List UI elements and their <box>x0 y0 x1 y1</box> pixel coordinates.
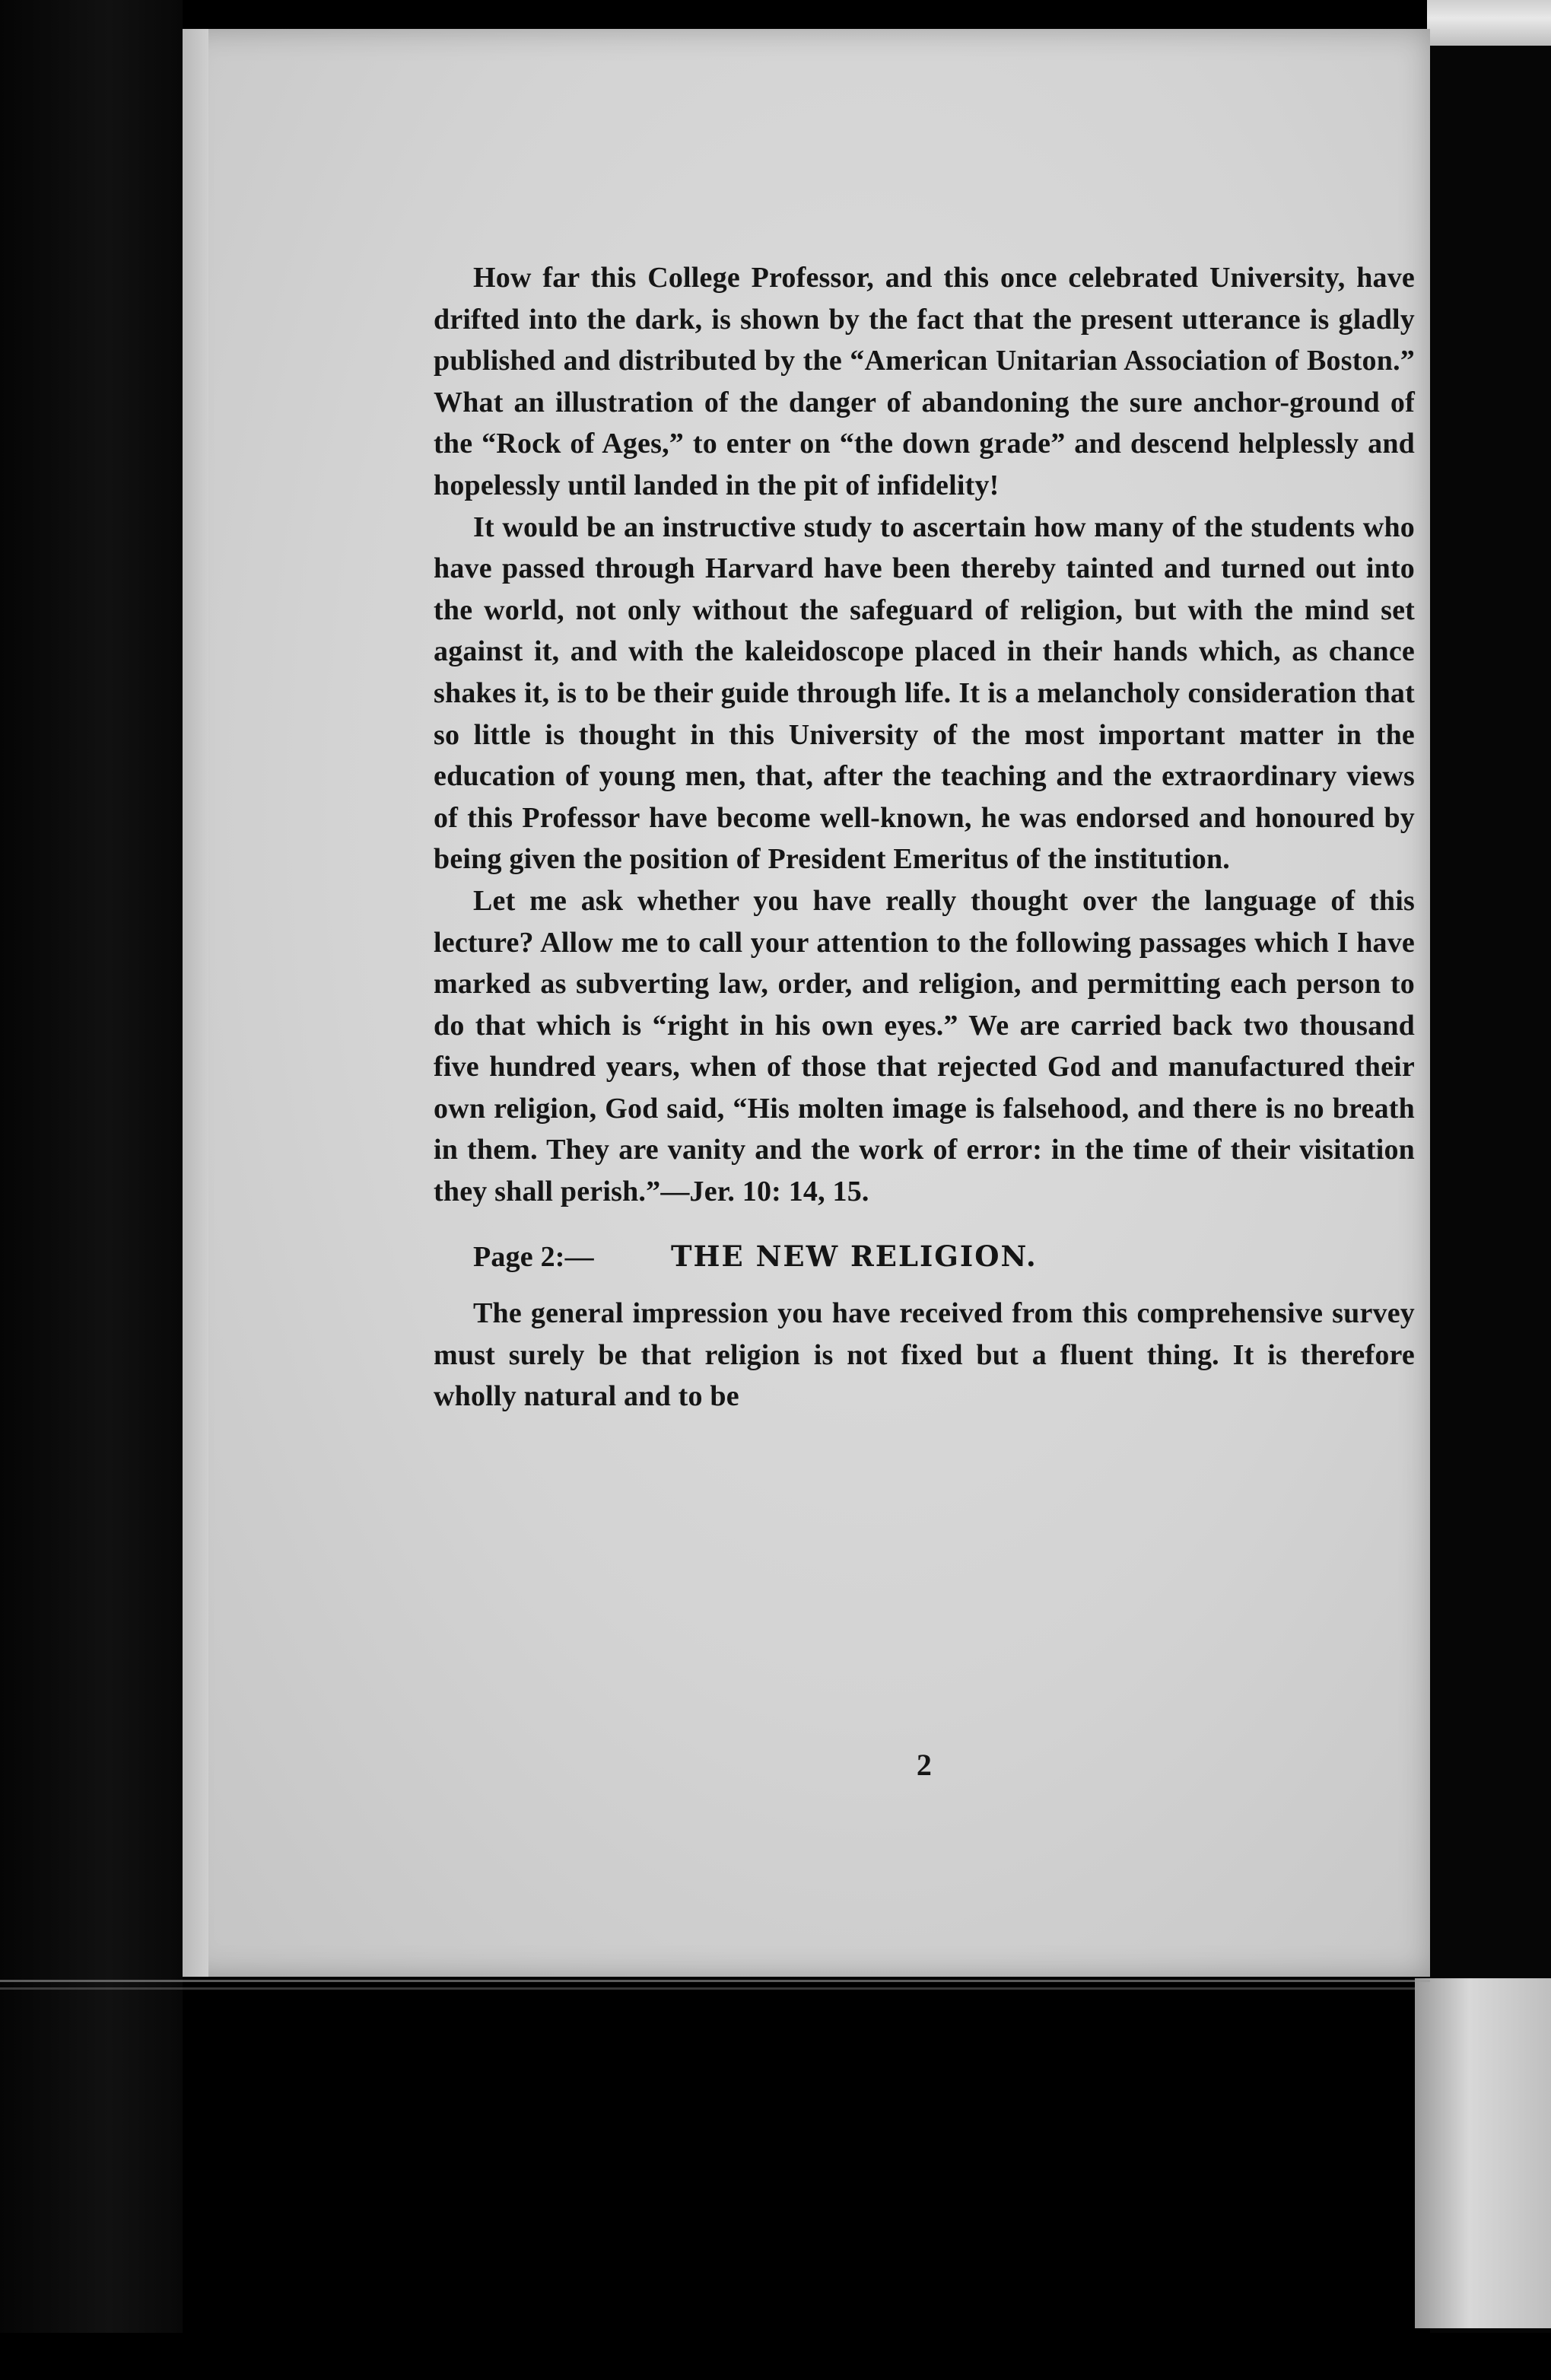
paragraph-1: How far this College Professor, and this once celebrated University, have drifted into the dark, is shown by the fact that the present utterance is gladly published and distributed by the “American Unitarian Association of Boston.” What an illustration of the danger of abandoning the sure anchor-ground of the “Rock of Ages,” to enter on “the down grade” and descend helplessly and hopelessly until landed in the pit of infidelity! <box>434 262 1415 501</box>
adjacent-page-edge-bottom <box>1415 1978 1551 2328</box>
paragraph-3: Let me ask whether you have really thought over the language of this lecture? Allow me to call your attention to the following passages which I have marked as subverting law, order, and religion, and permitting each person to do that which is “right in his own eyes.” We are carried back two thousand five hundred years, when of those that rejected God and manufactured their own religion, God said, “His molten image is falsehood, and there is no breath in them. They are vanity and the work of error: in the time of their visitation they shall perish.”—Jer. 10: 14, 15. <box>434 884 1415 1208</box>
closing-paragraph: The general impression you have received from this comprehensive survey must surely be that religion is not fixed but a fluent thing. It is therefore wholly natural and to be <box>434 1297 1415 1413</box>
section-title: THE NEW RELIGION. <box>671 1239 1038 1273</box>
section-heading <box>434 1236 1415 1278</box>
section-reference: Page 2:— <box>473 1240 594 1273</box>
paragraph-2: It would be an instructive study to ascertain how many of the students who have passed through Harvard have been thereby tainted and turned out into the world, not only without the safeguard of religion, but with the mind set against it, and with the kaleidoscope placed in their hands which, as chance shakes it, is to be their guide through life. It is a melancholy consideration that so little is thought in this University of the most important matter in the education of young men, that, after the teaching and the extraordinary views of this Professor have become well-known, he was endorsed and honoured by being given the position of President Emeritus of the institution. <box>434 511 1415 876</box>
adjacent-page-edge-top <box>1427 0 1551 46</box>
document-page <box>183 29 1430 2380</box>
scan-border-left <box>0 0 183 2333</box>
page-number: 2 <box>916 1748 933 1782</box>
body-text <box>434 257 1415 1782</box>
paper-binding-edge <box>183 29 208 1977</box>
